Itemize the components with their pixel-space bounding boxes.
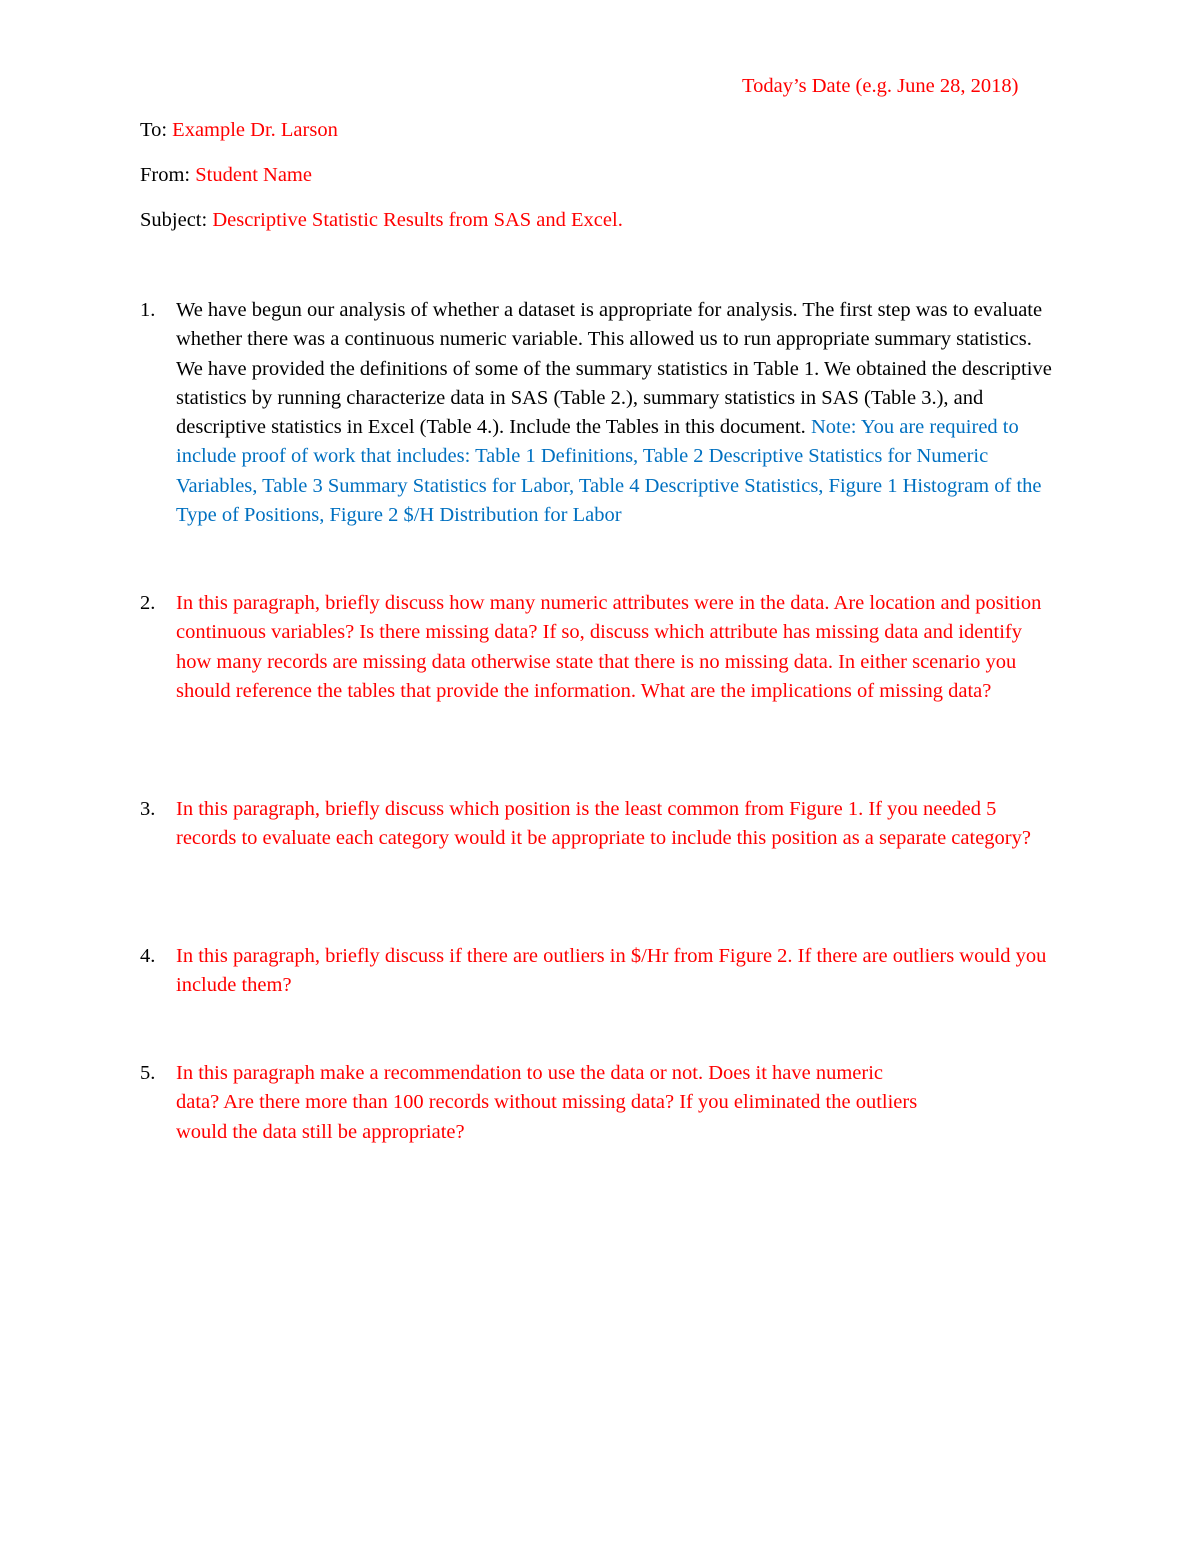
list-item-text: In this paragraph, briefly discuss which position is the least common from Figure 1. If you needed 5 records to evaluate each category would it be appropriate to include this position as a separate category?: [176, 798, 1031, 850]
paragraph-text: We have begun our analysis of whether a dataset is appropriate for analysis. The first step was to evaluate whether there was a continuous numeric variable. This allowed us to run appropriate summary statistics. We have provided the definitions of some of the summary statistics in Table 1. We obtained the descriptive statistics by running characterize data in SAS (Table 2.), summary statistics in SAS (Table 3.), and descriptive statistics in Excel (Table 4.). Include the Tables in this document.: [176, 299, 1052, 439]
list-item-3: [140, 795, 1060, 854]
proof-of-work-note: Note: You are required to include proof of work that includes: Table 1 Definitions, Table 2 Descriptive Statistics for Numeric Variables, Table 3 Summary Statistics for Labor, Table 4 Descriptive Statistics, Figure 1 Histogram of the Type of Positions, Figure 2 $/H Distribution for Labor: [176, 416, 1042, 527]
list-item-2: [140, 589, 1060, 706]
memo-subject-line: [140, 207, 623, 234]
list-item-text: In this paragraph, briefly discuss if there are outliers in $/Hr from Figure 2. If there are outliers would you include them?: [176, 945, 1047, 997]
memo-subject-label: Subject:: [140, 209, 213, 231]
list-item-number: 2.: [140, 592, 156, 614]
memo-from-value: Student Name: [195, 164, 312, 186]
list-item-number: 5.: [140, 1062, 156, 1084]
memo-to-label: To:: [140, 119, 173, 141]
list-item-text: In this paragraph, briefly discuss how many numeric attributes were in the data. Are location and position continuous variables? Is there missing data? If so, discuss which attribute has missing data and identify how many records are missing data otherwise state that there is no missing data. In either scenario you should reference the tables that provide the information. What are the implications of missing data?: [176, 592, 1042, 702]
list-item-1: [140, 296, 1060, 530]
list-item-4: [140, 942, 1060, 1001]
list-item-number: 4.: [140, 945, 156, 967]
memo-date: Today’s Date (e.g. June 28, 2018): [742, 75, 1019, 97]
memo-from-line: [140, 162, 312, 189]
memo-from-label: From:: [140, 164, 196, 186]
list-item-text: In this paragraph make a recommendation to use the data or not. Does it have numeric data? Are there more than 100 records without missing data? If you eliminated the outliers would the data still be appropriate?: [176, 1062, 918, 1143]
memo-to-value: Example Dr. Larson: [172, 119, 338, 141]
list-item-text: [176, 296, 1060, 530]
memo-subject-value: Descriptive Statistic Results from SAS and Excel.: [212, 209, 623, 231]
list-item-5: [140, 1059, 1060, 1147]
list-item-number: 1.: [140, 299, 156, 321]
list-item-number: 3.: [140, 798, 156, 820]
memo-to-line: [140, 117, 338, 144]
